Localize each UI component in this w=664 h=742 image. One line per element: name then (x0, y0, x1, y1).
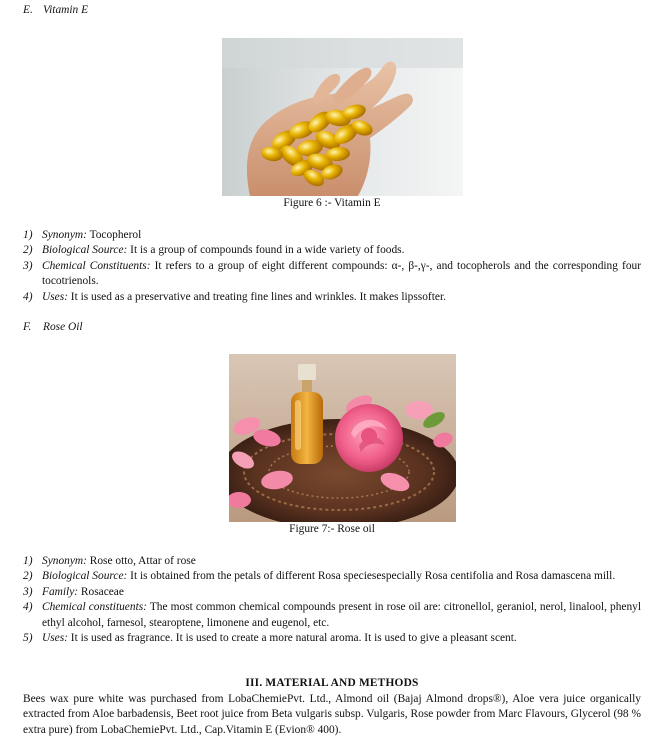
list-item: 1) Synonym: Tocopherol (23, 229, 142, 241)
figure-7-rose-oil-image (229, 354, 456, 522)
vitamin-e-list (23, 228, 641, 305)
figure-6-vitamin-e-image (222, 38, 463, 196)
section-e-letter: E. (23, 4, 33, 16)
figure-7-caption: Figure 7:- Rose oil (289, 523, 375, 535)
section-f-letter: F. (23, 321, 32, 333)
section-e-heading (23, 3, 88, 18)
list-item: 5) Uses: It is used as fragrance. It is used to create a more natural aroma. It is used to give a pleasant scent. (23, 632, 517, 645)
list-item: 4) Chemical constituents: The most common chemical compounds present in rose oil are: citronellol, geraniol, nerol, linalool, phenyl ethyl alcohol, farnesol, stearoptene, limonene and eugenol, etc. (23, 601, 642, 629)
list-item: 1) Synonym: Rose otto, Attar of rose (23, 555, 196, 567)
rose-oil-list (23, 554, 641, 646)
section-3-heading: III. MATERIAL AND METHODS (245, 677, 419, 689)
list-item: 3) Chemical Constituents: It refers to a group of eight different compounds: α-, β-,γ-, and tocopherols and the corresponding four tocotrienols. (23, 259, 642, 288)
figure-6-caption: Figure 6 :- Vitamin E (283, 197, 381, 209)
list-item: 4) Uses: It is used as a preservative and treating fine lines and wrinkles. It makes lipssofter. (23, 290, 446, 303)
list-item: 2) Biological Source: It is obtained from the petals of different Rosa speciesespecially Rosa centifolia and Rosa damascena mill. (23, 570, 616, 583)
section-3-paragraph: Bees wax pure white was purchased from LobaChemiePvt. Ltd., Almond oil (Bajaj Almond drops®), Aloe vera juice organically extracted from Aloe barbadensis, Beet root juice from Beta vulgaris subsp. Vulgaris, Rose powder from Marc Flavours, Glycerol (98 % extra pure) from LobaChemiePvt. Ltd., Cap.Vitamin E (Evion® 400). (23, 693, 641, 736)
list-item: 2) Biological Source: It is a group of compounds found in a wide variety of foods. (23, 244, 405, 257)
section-f-title: Rose Oil (43, 321, 83, 333)
list-item: 3) Family: Rosaceae (23, 585, 124, 598)
section-e-title: Vitamin E (43, 4, 89, 16)
section-f-heading (23, 320, 83, 335)
